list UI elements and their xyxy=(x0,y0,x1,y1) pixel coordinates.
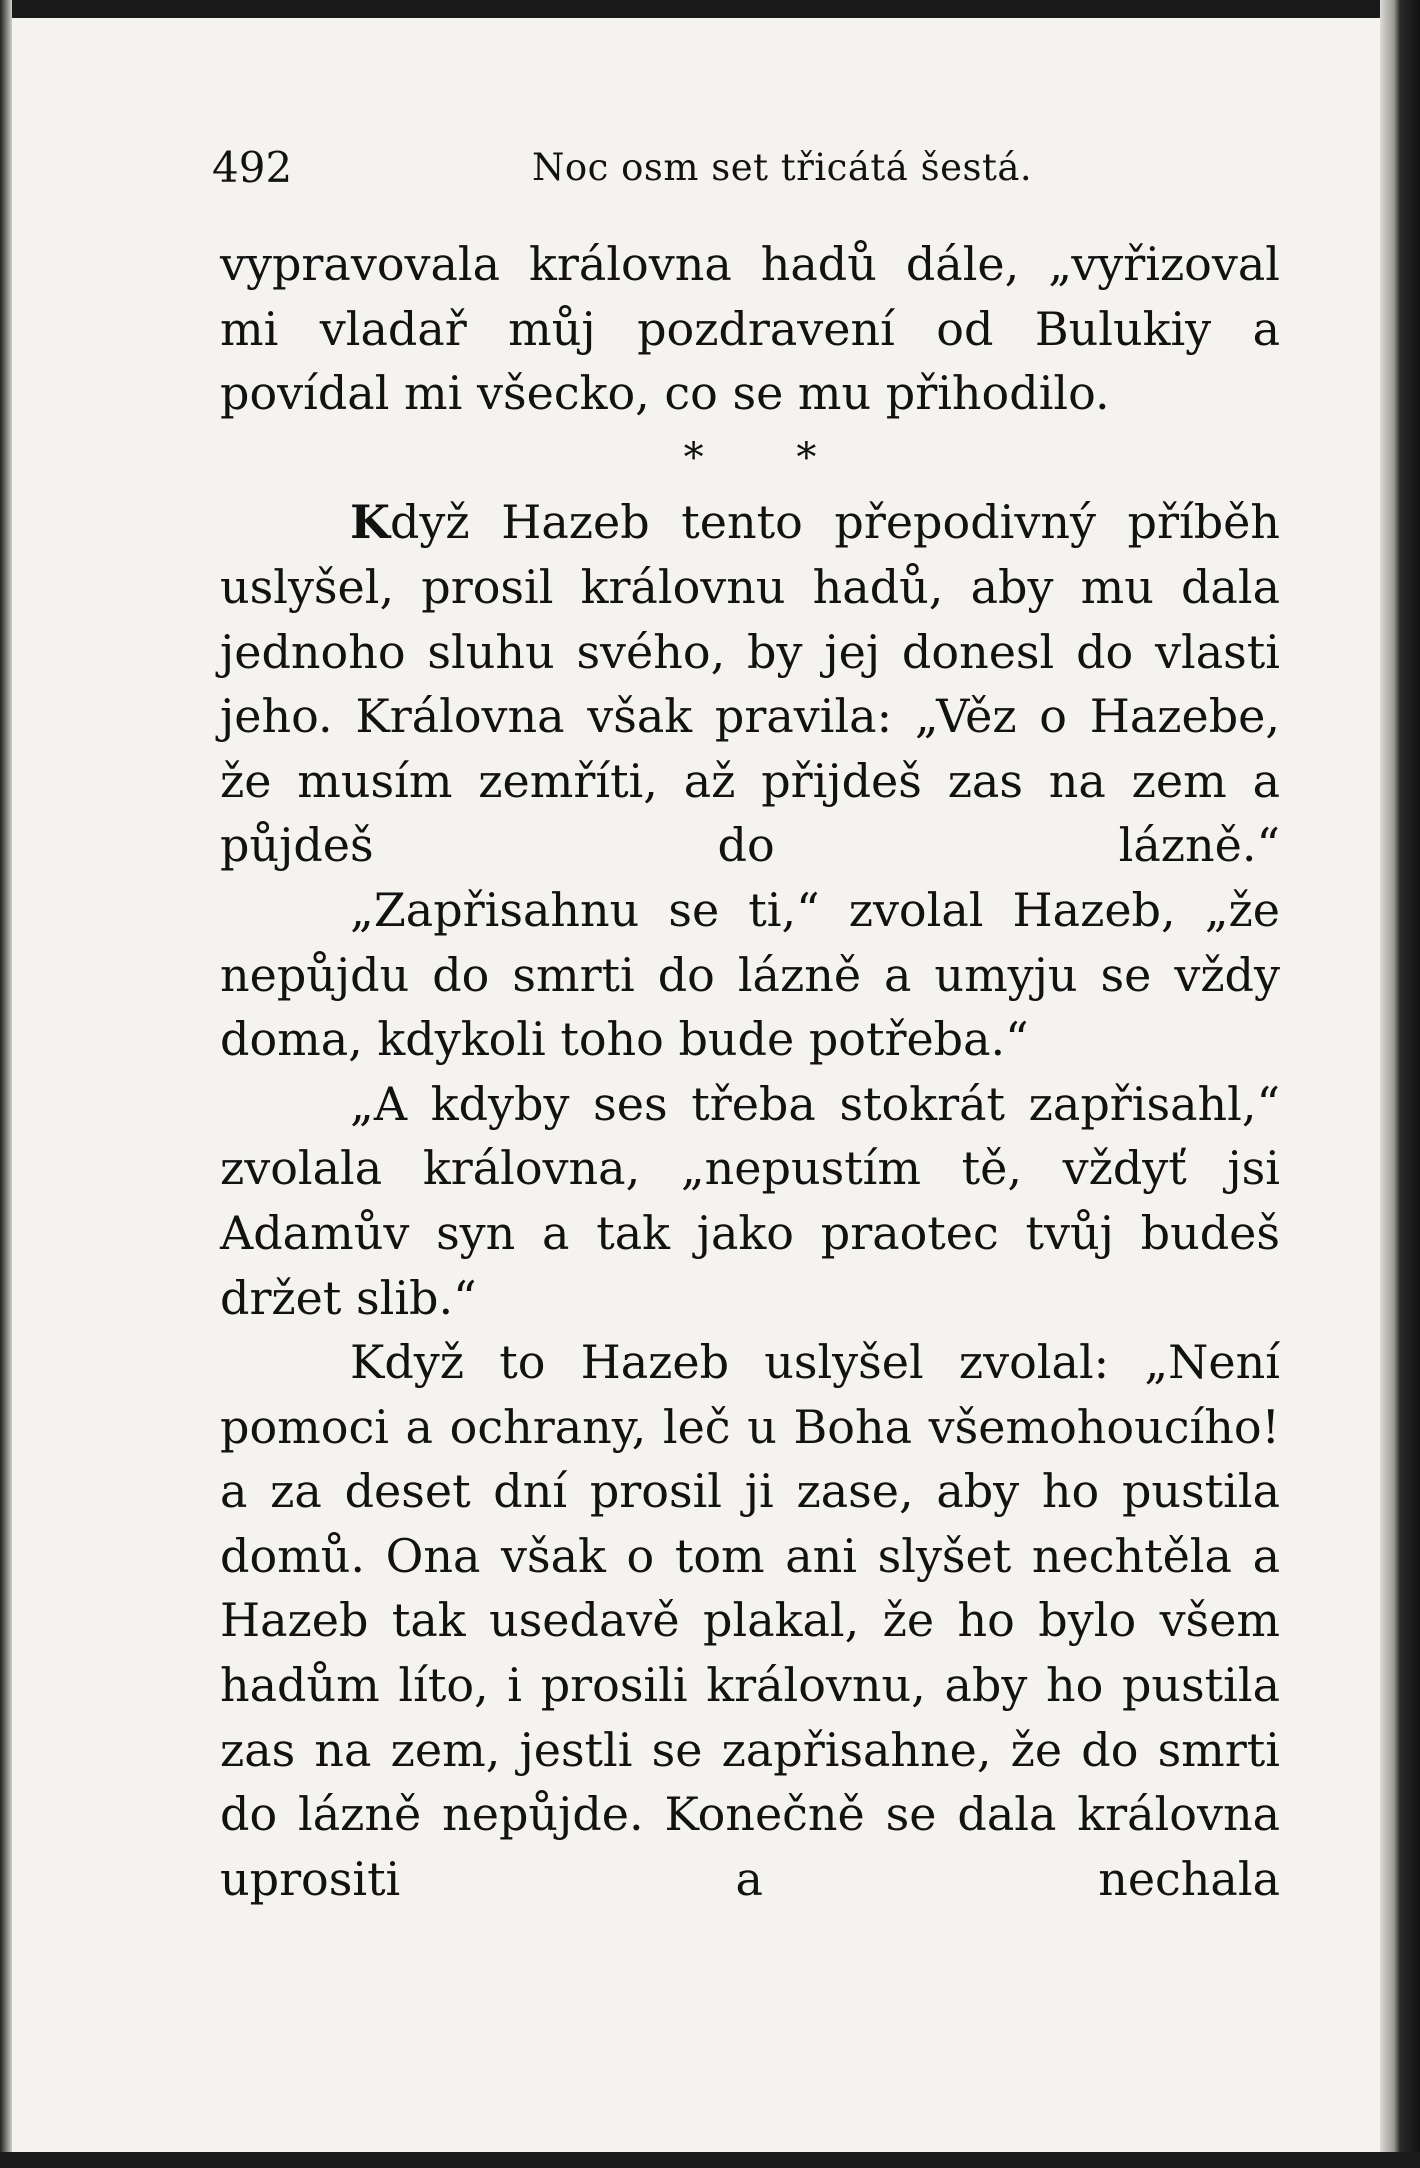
page-header xyxy=(212,138,1312,198)
scan-edge-right xyxy=(1380,0,1420,2168)
page-number: 492 xyxy=(212,143,293,192)
paragraph-3: „Zapřisahnu se ti,“ zvolal Hazeb, „že nepůjdu do smrti do lázně a umyju se vždy doma, kdykoli toho bude potřeba.“ xyxy=(220,882,1280,1067)
paragraph-2-text: dyž Hazeb tento přepodivný příběh uslyšel, prosil královnu hadů, aby mu dala jednoho sluhu svého, by jej donesl do vlasti jeho. Královna však pravila: „Věz o Hazebe, že musím zemříti, až přijdeš zas na zem a půjdeš do lázně.“ xyxy=(220,495,1280,873)
section-break: * * xyxy=(683,434,857,481)
initial-letter: K xyxy=(350,495,390,550)
scan-edge-bottom xyxy=(0,2152,1420,2168)
paragraph-5: Když to Hazeb uslyšel zvolal: „Není pomoci a ochrany, leč u Boha všemohoucího! a za deset dní prosil ji zase, aby ho pustila domů. Ona však o tom ani slyšet nechtěla a Hazeb tak usedavě plakal, že ho bylo všem hadům líto, i prosili královnu, aby ho pustila zas na zem, jestli se zapřisahne, že do smrti do lázně nepůjde. Konečně se dala královna uprositi a nechala xyxy=(220,1335,1280,1906)
paragraph-1: vypravovala královna hadů dále, „vyřizoval mi vladař můj pozdravení od Bulukiy a povídal mi všecko, co se mu přihodilo. xyxy=(220,237,1280,421)
paragraph-4: „A kdyby ses třeba stokrát zapřisahl,“ zvolala královna, „nepustím tě, vždyť jsi Adamův syn a tak jako praotec tvůj budeš držet slib.“ xyxy=(220,1076,1280,1325)
paragraph-2 xyxy=(220,490,1280,878)
scan-edge-top xyxy=(0,0,1420,18)
running-title: Noc osm set třicátá šestá. xyxy=(532,146,1033,189)
page-body xyxy=(220,232,1280,1911)
scan-edge-left xyxy=(0,0,12,2168)
